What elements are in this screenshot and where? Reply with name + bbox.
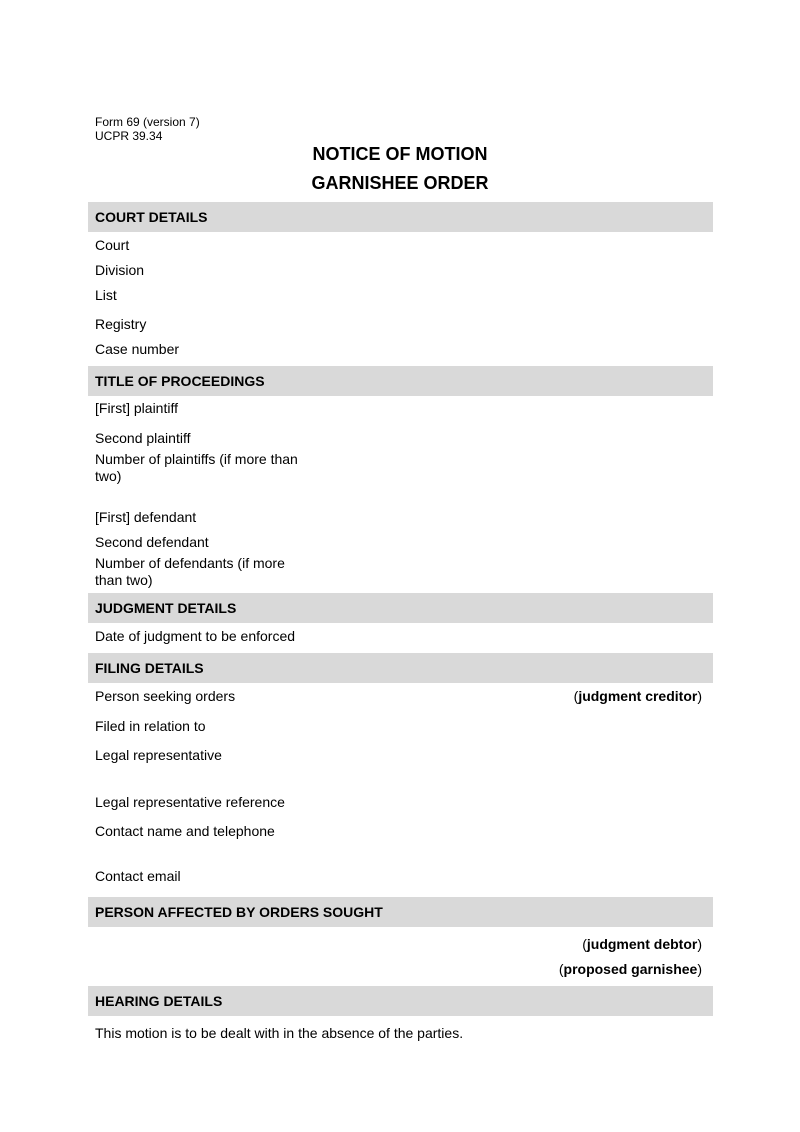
section-judgment-details bbox=[88, 593, 713, 623]
section-court-details bbox=[88, 202, 713, 232]
section-heading: TITLE OF PROCEEDINGS bbox=[95, 373, 265, 389]
label-first-defendant: [First] defendant bbox=[95, 509, 197, 525]
label-second-defendant: Second defendant bbox=[95, 534, 209, 550]
section-filing-details bbox=[88, 653, 713, 683]
role-text: judgment debtor bbox=[586, 936, 698, 952]
section-heading: COURT DETAILS bbox=[95, 209, 208, 225]
label-list: List bbox=[95, 287, 117, 303]
label-contact-name-telephone: Contact name and telephone bbox=[95, 823, 275, 839]
form-number: Form 69 (version 7) bbox=[95, 115, 200, 129]
document-subtitle: GARNISHEE ORDER bbox=[311, 173, 489, 193]
role-text: judgment creditor bbox=[578, 688, 698, 704]
label-first-plaintiff: [First] plaintiff bbox=[95, 400, 178, 416]
label-legal-representative-reference: Legal representative reference bbox=[95, 794, 285, 810]
paren: ) bbox=[697, 936, 702, 952]
paren: ( bbox=[582, 936, 587, 952]
role-text: proposed garnishee bbox=[563, 961, 698, 977]
paren: ( bbox=[573, 688, 579, 704]
section-person-affected bbox=[88, 897, 713, 927]
section-title-of-proceedings bbox=[88, 366, 713, 396]
section-heading: HEARING DETAILS bbox=[95, 993, 223, 1009]
document-title: NOTICE OF MOTION bbox=[312, 144, 488, 164]
role-judgment-debtor bbox=[582, 936, 702, 952]
label-court: Court bbox=[95, 237, 130, 253]
paren: ) bbox=[697, 961, 702, 977]
paren: ( bbox=[558, 961, 564, 977]
paren: ) bbox=[697, 688, 702, 704]
label-second-plaintiff: Second plaintiff bbox=[95, 430, 191, 446]
label-legal-representative: Legal representative bbox=[95, 747, 222, 763]
section-heading: JUDGMENT DETAILS bbox=[95, 600, 237, 616]
role-proposed-garnishee bbox=[559, 961, 702, 977]
label-person-seeking-orders: Person seeking orders bbox=[95, 688, 236, 704]
label-case-number: Case number bbox=[95, 341, 180, 357]
label-number-of-defendants: Number of defendants (if more than two) bbox=[95, 555, 285, 588]
section-heading: FILING DETAILS bbox=[95, 660, 204, 676]
label-date-of-judgment: Date of judgment to be enforced bbox=[95, 628, 296, 644]
section-hearing-details bbox=[88, 986, 713, 1016]
label-number-of-plaintiffs: Number of plaintiffs (if more than two) bbox=[95, 451, 298, 484]
role-judgment-creditor bbox=[574, 688, 702, 704]
section-heading: PERSON AFFECTED BY ORDERS SOUGHT bbox=[95, 904, 383, 920]
label-filed-in-relation-to: Filed in relation to bbox=[95, 718, 206, 734]
label-division: Division bbox=[95, 262, 145, 278]
rule-reference: UCPR 39.34 bbox=[95, 129, 163, 143]
label-registry: Registry bbox=[95, 316, 147, 332]
hearing-text: This motion is to be dealt with in the absence of the parties. bbox=[95, 1025, 464, 1041]
label-contact-email: Contact email bbox=[95, 868, 181, 884]
